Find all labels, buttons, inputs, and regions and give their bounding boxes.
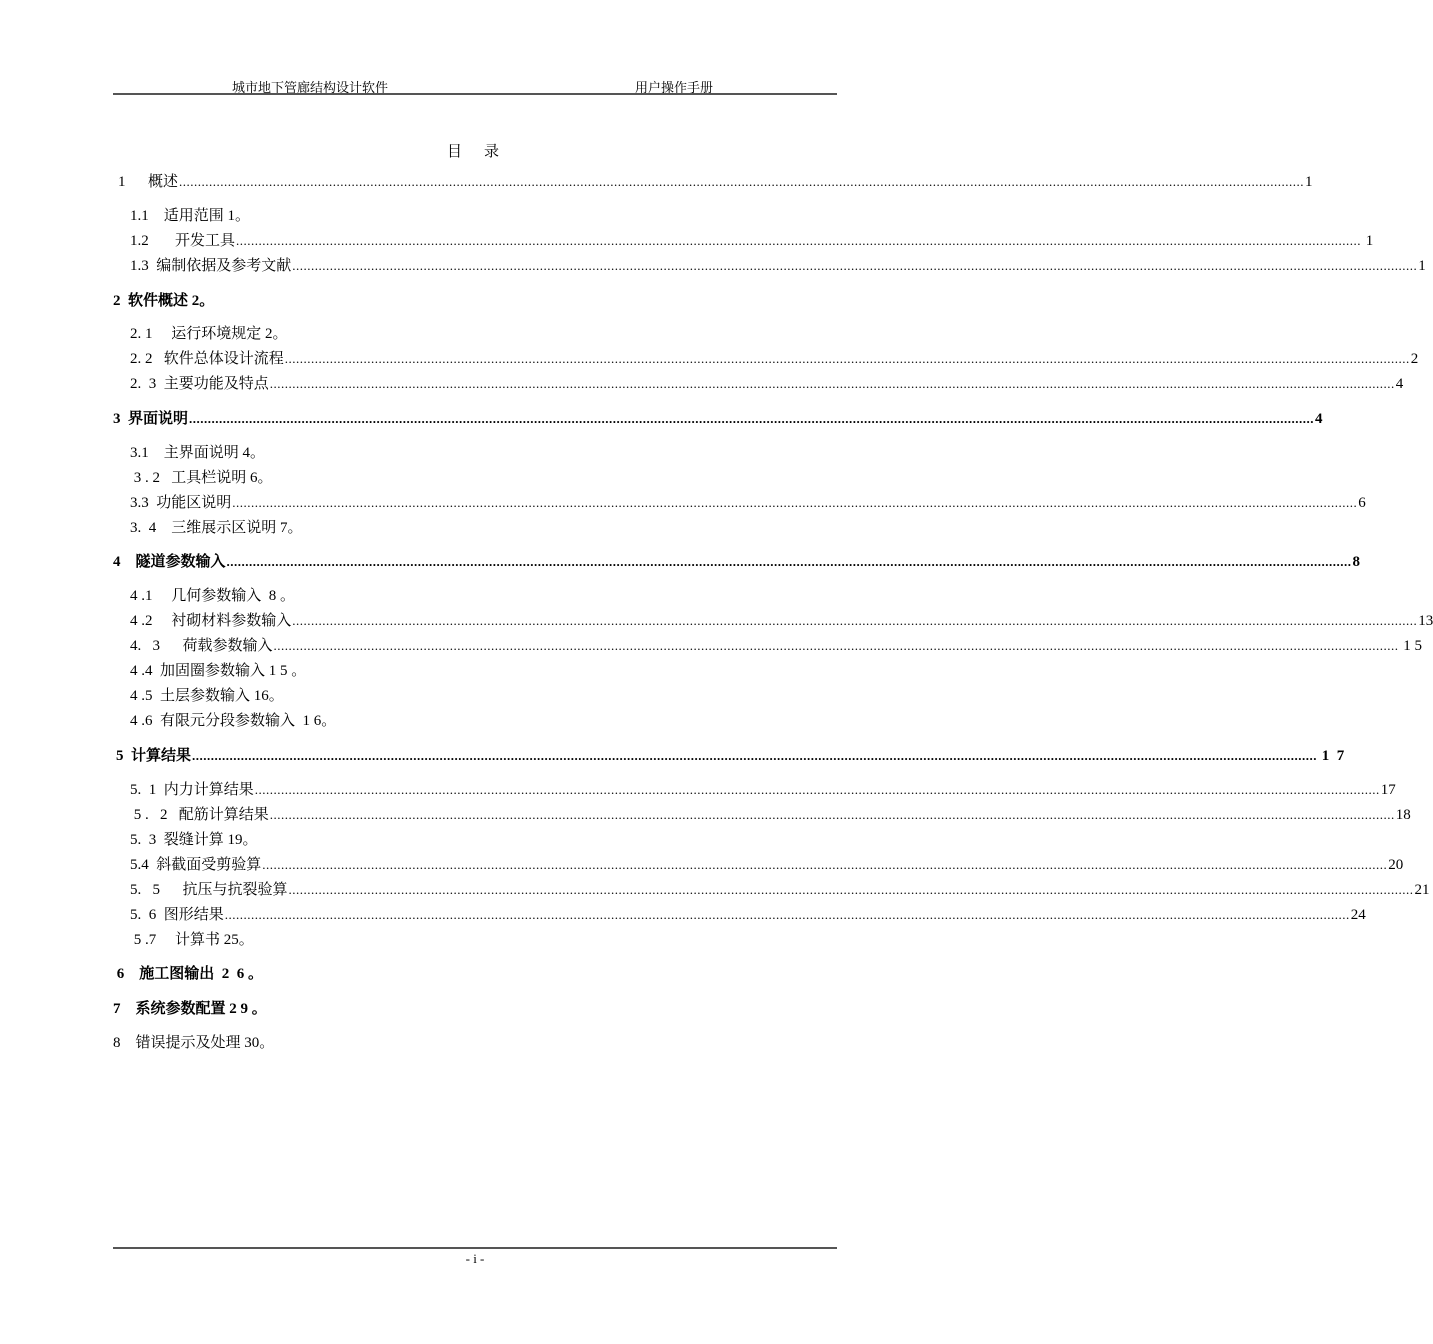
toc-entry-page-number: 1 <box>1362 233 1374 249</box>
toc-entry-label: 2. 2 软件总体设计流程 <box>130 351 284 367</box>
toc-entry-label: 5. 3 裂缝计算 19。 <box>130 832 258 848</box>
toc-entry[interactable] <box>130 441 265 461</box>
toc-entry-page-number: 1 7 <box>1318 748 1345 764</box>
toc-entry[interactable] <box>130 322 288 342</box>
toc-entry-page-number: 24 <box>1350 907 1366 923</box>
toc-entry[interactable] <box>130 684 284 704</box>
toc-entry[interactable] <box>130 466 273 486</box>
toc-dot-leader: ............................................................................................................................................................................................................................................................................................................ <box>179 174 1305 189</box>
toc-dot-leader: ............................................................................................................................................................................................................................................................................................................ <box>269 376 1395 391</box>
toc-entry-page-number: 4 <box>1395 376 1404 392</box>
toc-entry-label: 4 .6 有限元分段参数输入 1 6。 <box>130 713 337 729</box>
toc-entry[interactable] <box>130 347 1419 367</box>
toc-entry-label: 4 .4 加固圈参数输入 1 5 。 <box>130 663 307 679</box>
toc-dot-leader: ............................................................................................................................................................................................................................................................................................................ <box>292 258 1418 273</box>
toc-entry-label: 2. 3 主要功能及特点 <box>130 376 269 392</box>
toc-entry[interactable] <box>113 407 1323 427</box>
toc-entry-label: 4 .1 几何参数输入 8 。 <box>130 588 296 604</box>
toc-entry-label: 3.3 功能区说明 <box>130 495 232 511</box>
footer-page-number: - i - <box>465 1251 485 1266</box>
toc-entry[interactable] <box>130 204 250 224</box>
toc-heading: 目录 <box>447 144 522 160</box>
toc-entry-label: 1.2 开发工具 <box>130 233 236 249</box>
toc-entry-label: 8 错误提示及处理 30。 <box>113 1035 275 1051</box>
toc-entry-page-number: 18 <box>1395 807 1411 823</box>
toc-entry[interactable] <box>130 853 1404 873</box>
toc-entry[interactable] <box>130 878 1430 898</box>
toc-dot-leader: ............................................................................................................................................................................................................................................................................................................ <box>236 233 1362 248</box>
toc-entry[interactable] <box>130 709 336 729</box>
footer-rule <box>113 1247 837 1249</box>
toc-entry[interactable] <box>116 744 1345 764</box>
toc-entry[interactable] <box>130 584 295 604</box>
toc-entry[interactable] <box>130 609 1433 629</box>
toc-entry[interactable] <box>113 550 1361 570</box>
toc-entry-page-number: 1 5 <box>1399 638 1423 654</box>
toc-entry-page-number: 1 <box>1418 258 1426 274</box>
toc-dot-leader: ............................................................................................................................................................................................................................................................................................................ <box>224 907 1350 922</box>
toc-entry-label: 4 .5 土层参数输入 16。 <box>130 688 284 704</box>
toc-dot-leader: ............................................................................................................................................................................................................................................................................................................ <box>226 554 1352 569</box>
toc-entry-label: 1.3 编制依据及参考文献 <box>130 258 292 274</box>
toc-entry[interactable] <box>130 903 1366 923</box>
toc-dot-leader: ............................................................................................................................................................................................................................................................................................................ <box>262 857 1388 872</box>
toc-entry-page-number: 20 <box>1388 857 1404 873</box>
header-document-title: 城市地下管廊结构设计软件 <box>232 80 389 95</box>
toc-entry-label: 3 界面说明 <box>113 411 189 427</box>
toc-entry-page-number: 1 <box>1305 174 1313 190</box>
toc-entry[interactable] <box>130 516 303 536</box>
toc-entry-label: 4. 3 荷载参数输入 <box>130 638 273 654</box>
toc-entry-page-number: 6 <box>1358 495 1366 511</box>
toc-dot-leader: ............................................................................................................................................................................................................................................................................................................ <box>288 882 1414 897</box>
toc-entry-label: 2 软件概述 2。 <box>113 293 215 309</box>
toc-entry-label: 7 系统参数配置 2 9 。 <box>113 1001 267 1017</box>
toc-entry-label: 3 . 2 工具栏说明 6。 <box>130 470 273 486</box>
toc-dot-leader: ............................................................................................................................................................................................................................................................................................................ <box>284 351 1410 366</box>
toc-dot-leader: ............................................................................................................................................................................................................................................................................................................ <box>273 638 1399 653</box>
toc-entry[interactable] <box>130 778 1396 798</box>
toc-entry[interactable] <box>113 962 263 982</box>
toc-entry-label: 3.1 主界面说明 4。 <box>130 445 266 461</box>
toc-entry-label: 3. 4 三维展示区说明 7。 <box>130 520 303 536</box>
toc-entry[interactable] <box>130 928 254 948</box>
toc-dot-leader: ............................................................................................................................................................................................................................................................................................................ <box>292 613 1418 628</box>
toc-entry-label: 5 计算结果 <box>116 748 192 764</box>
toc-entry[interactable] <box>130 254 1426 274</box>
toc-entry-page-number: 8 <box>1352 554 1361 570</box>
toc-entry-page-number: 17 <box>1380 782 1396 798</box>
toc-dot-leader: ............................................................................................................................................................................................................................................................................................................ <box>232 495 1358 510</box>
toc-entry-label: 1.1 适用范围 1。 <box>130 208 251 224</box>
header-manual-name: 用户操作手册 <box>635 80 714 95</box>
header-rule <box>113 93 837 95</box>
toc-dot-leader: ............................................................................................................................................................................................................................................................................................................ <box>189 411 1315 426</box>
toc-entry[interactable] <box>130 372 1404 392</box>
toc-entry-label: 2. 1 运行环境规定 2。 <box>130 326 288 342</box>
toc-entry-label: 5. 6 图形结果 <box>130 907 224 923</box>
toc-entry[interactable] <box>130 828 258 848</box>
toc-entry-page-number: 4 <box>1315 411 1323 427</box>
toc-entry-label: 1 概述 <box>118 174 179 190</box>
toc-entry[interactable] <box>113 1031 274 1051</box>
toc-entry-page-number: 2 <box>1410 351 1419 367</box>
toc-entry[interactable] <box>130 634 1423 654</box>
toc-entry[interactable] <box>130 803 1411 823</box>
toc-entry-page-number: 13 <box>1418 613 1433 629</box>
toc-entry-label: 6 施工图输出 2 6 。 <box>113 966 264 982</box>
toc-entry-label: 5. 5 抗压与抗裂验算 <box>130 882 288 898</box>
toc-entry-label: 5.4 斜截面受剪验算 <box>130 857 262 873</box>
toc-entry-page-number: 21 <box>1414 882 1430 898</box>
toc-entry[interactable] <box>130 229 1374 249</box>
toc-entry-label: 4 .2 衬砌材料参数输入 <box>130 613 292 629</box>
toc-entry-label: 5. 1 内力计算结果 <box>130 782 254 798</box>
toc-entry-label: 5 .7 计算书 25。 <box>130 932 254 948</box>
toc-entry[interactable] <box>130 659 306 679</box>
toc-entry[interactable] <box>113 289 214 309</box>
toc-entry[interactable] <box>113 997 267 1017</box>
toc-dot-leader: ............................................................................................................................................................................................................................................................................................................ <box>254 782 1380 797</box>
toc-entry[interactable] <box>118 170 1313 190</box>
toc-entry[interactable] <box>130 491 1366 511</box>
toc-entry-label: 4 隧道参数输入 <box>113 554 226 570</box>
toc-entry-label: 5 . 2 配筋计算结果 <box>130 807 269 823</box>
toc-dot-leader: ............................................................................................................................................................................................................................................................................................................ <box>269 807 1395 822</box>
toc-dot-leader: ............................................................................................................................................................................................................................................................................................................ <box>192 748 1318 763</box>
